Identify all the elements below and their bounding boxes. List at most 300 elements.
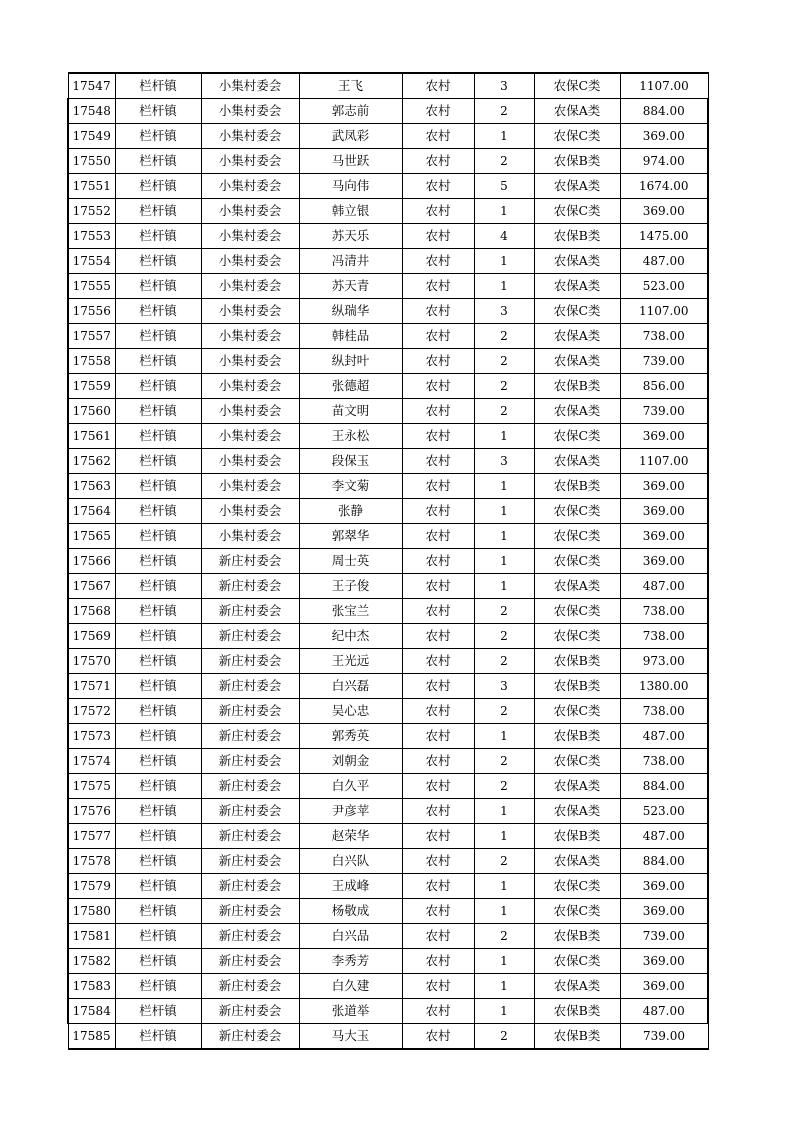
amount-cell: 884.00 bbox=[620, 99, 708, 124]
insurance-category-cell: 农保C类 bbox=[534, 549, 620, 574]
insurance-category-cell: 农保B类 bbox=[534, 1024, 620, 1050]
village-committee-cell: 新庄村委会 bbox=[201, 574, 299, 599]
member-count-cell: 3 bbox=[474, 674, 534, 699]
table-row bbox=[68, 824, 708, 849]
record-id-cell: 17559 bbox=[68, 374, 115, 399]
insurance-category-cell: 农保C类 bbox=[534, 899, 620, 924]
household-type-cell: 农村 bbox=[402, 999, 474, 1024]
name-cell: 白兴队 bbox=[299, 849, 402, 874]
record-id-cell: 17549 bbox=[68, 124, 115, 149]
town-cell: 栏杆镇 bbox=[115, 324, 201, 349]
table-row bbox=[68, 299, 708, 324]
name-cell: 郭翠华 bbox=[299, 524, 402, 549]
town-cell: 栏杆镇 bbox=[115, 674, 201, 699]
town-cell: 栏杆镇 bbox=[115, 174, 201, 199]
household-type-cell: 农村 bbox=[402, 849, 474, 874]
record-id-cell: 17578 bbox=[68, 849, 115, 874]
record-id-cell: 17581 bbox=[68, 924, 115, 949]
town-cell: 栏杆镇 bbox=[115, 474, 201, 499]
member-count-cell: 1 bbox=[474, 974, 534, 999]
village-committee-cell: 新庄村委会 bbox=[201, 724, 299, 749]
name-cell: 周士英 bbox=[299, 549, 402, 574]
household-type-cell: 农村 bbox=[402, 274, 474, 299]
insurance-category-cell: 农保B类 bbox=[534, 649, 620, 674]
table-row bbox=[68, 624, 708, 649]
record-id-cell: 17569 bbox=[68, 624, 115, 649]
town-cell: 栏杆镇 bbox=[115, 999, 201, 1024]
insurance-category-cell: 农保A类 bbox=[534, 174, 620, 199]
insurance-category-cell: 农保A类 bbox=[534, 349, 620, 374]
village-committee-cell: 小集村委会 bbox=[201, 99, 299, 124]
member-count-cell: 2 bbox=[474, 1024, 534, 1050]
name-cell: 刘朝金 bbox=[299, 749, 402, 774]
member-count-cell: 1 bbox=[474, 199, 534, 224]
table-row bbox=[68, 724, 708, 749]
insurance-category-cell: 农保C类 bbox=[534, 949, 620, 974]
record-id-cell: 17554 bbox=[68, 249, 115, 274]
member-count-cell: 3 bbox=[474, 299, 534, 324]
village-committee-cell: 新庄村委会 bbox=[201, 699, 299, 724]
name-cell: 尹彦苹 bbox=[299, 799, 402, 824]
amount-cell: 487.00 bbox=[620, 574, 708, 599]
household-type-cell: 农村 bbox=[402, 399, 474, 424]
member-count-cell: 1 bbox=[474, 824, 534, 849]
insurance-category-cell: 农保B类 bbox=[534, 999, 620, 1024]
name-cell: 张道举 bbox=[299, 999, 402, 1024]
member-count-cell: 4 bbox=[474, 224, 534, 249]
table-row bbox=[68, 449, 708, 474]
record-id-cell: 17580 bbox=[68, 899, 115, 924]
town-cell: 栏杆镇 bbox=[115, 924, 201, 949]
table-row bbox=[68, 999, 708, 1024]
insurance-category-cell: 农保A类 bbox=[534, 324, 620, 349]
name-cell: 李文菊 bbox=[299, 474, 402, 499]
household-type-cell: 农村 bbox=[402, 199, 474, 224]
table-row bbox=[68, 149, 708, 174]
amount-cell: 487.00 bbox=[620, 999, 708, 1024]
name-cell: 张德超 bbox=[299, 374, 402, 399]
village-committee-cell: 小集村委会 bbox=[201, 424, 299, 449]
table-row bbox=[68, 174, 708, 199]
amount-cell: 739.00 bbox=[620, 349, 708, 374]
household-type-cell: 农村 bbox=[402, 349, 474, 374]
amount-cell: 369.00 bbox=[620, 124, 708, 149]
household-type-cell: 农村 bbox=[402, 1024, 474, 1050]
household-type-cell: 农村 bbox=[402, 374, 474, 399]
name-cell: 王光远 bbox=[299, 649, 402, 674]
insurance-category-cell: 农保B类 bbox=[534, 724, 620, 749]
insurance-category-cell: 农保A类 bbox=[534, 449, 620, 474]
village-committee-cell: 新庄村委会 bbox=[201, 899, 299, 924]
table-row bbox=[68, 499, 708, 524]
record-id-cell: 17573 bbox=[68, 724, 115, 749]
amount-cell: 738.00 bbox=[620, 749, 708, 774]
insurance-category-cell: 农保A类 bbox=[534, 974, 620, 999]
household-type-cell: 农村 bbox=[402, 324, 474, 349]
member-count-cell: 1 bbox=[474, 424, 534, 449]
insurance-category-cell: 农保C类 bbox=[534, 599, 620, 624]
insurance-category-cell: 农保B类 bbox=[534, 674, 620, 699]
village-committee-cell: 小集村委会 bbox=[201, 274, 299, 299]
town-cell: 栏杆镇 bbox=[115, 224, 201, 249]
household-type-cell: 农村 bbox=[402, 749, 474, 774]
member-count-cell: 2 bbox=[474, 699, 534, 724]
amount-cell: 487.00 bbox=[620, 824, 708, 849]
amount-cell: 884.00 bbox=[620, 774, 708, 799]
town-cell: 栏杆镇 bbox=[115, 149, 201, 174]
insurance-category-cell: 农保A类 bbox=[534, 274, 620, 299]
name-cell: 马大玉 bbox=[299, 1024, 402, 1050]
household-type-cell: 农村 bbox=[402, 824, 474, 849]
village-committee-cell: 新庄村委会 bbox=[201, 674, 299, 699]
insurance-category-cell: 农保C类 bbox=[534, 299, 620, 324]
village-committee-cell: 小集村委会 bbox=[201, 324, 299, 349]
household-type-cell: 农村 bbox=[402, 449, 474, 474]
household-type-cell: 农村 bbox=[402, 499, 474, 524]
household-type-cell: 农村 bbox=[402, 574, 474, 599]
member-count-cell: 2 bbox=[474, 599, 534, 624]
town-cell: 栏杆镇 bbox=[115, 199, 201, 224]
amount-cell: 523.00 bbox=[620, 799, 708, 824]
table-row bbox=[68, 399, 708, 424]
insurance-category-cell: 农保A类 bbox=[534, 849, 620, 874]
amount-cell: 369.00 bbox=[620, 974, 708, 999]
record-id-cell: 17566 bbox=[68, 549, 115, 574]
member-count-cell: 1 bbox=[474, 899, 534, 924]
table-row bbox=[68, 249, 708, 274]
amount-cell: 369.00 bbox=[620, 949, 708, 974]
record-id-cell: 17579 bbox=[68, 874, 115, 899]
insurance-category-cell: 农保B类 bbox=[534, 149, 620, 174]
member-count-cell: 1 bbox=[474, 574, 534, 599]
record-id-cell: 17574 bbox=[68, 749, 115, 774]
town-cell: 栏杆镇 bbox=[115, 424, 201, 449]
insurance-category-cell: 农保C类 bbox=[534, 124, 620, 149]
town-cell: 栏杆镇 bbox=[115, 574, 201, 599]
name-cell: 苏天青 bbox=[299, 274, 402, 299]
household-type-cell: 农村 bbox=[402, 949, 474, 974]
record-id-cell: 17583 bbox=[68, 974, 115, 999]
table-row bbox=[68, 674, 708, 699]
amount-cell: 856.00 bbox=[620, 374, 708, 399]
record-id-cell: 17560 bbox=[68, 399, 115, 424]
table-row bbox=[68, 424, 708, 449]
record-id-cell: 17563 bbox=[68, 474, 115, 499]
amount-cell: 1107.00 bbox=[620, 449, 708, 474]
record-id-cell: 17577 bbox=[68, 824, 115, 849]
village-committee-cell: 小集村委会 bbox=[201, 524, 299, 549]
table-row bbox=[68, 99, 708, 124]
village-committee-cell: 新庄村委会 bbox=[201, 949, 299, 974]
member-count-cell: 3 bbox=[474, 449, 534, 474]
amount-cell: 369.00 bbox=[620, 899, 708, 924]
amount-cell: 738.00 bbox=[620, 699, 708, 724]
household-type-cell: 农村 bbox=[402, 549, 474, 574]
table-row bbox=[68, 474, 708, 499]
town-cell: 栏杆镇 bbox=[115, 449, 201, 474]
village-committee-cell: 小集村委会 bbox=[201, 374, 299, 399]
town-cell: 栏杆镇 bbox=[115, 524, 201, 549]
household-type-cell: 农村 bbox=[402, 699, 474, 724]
insurance-category-cell: 农保C类 bbox=[534, 699, 620, 724]
record-id-cell: 17561 bbox=[68, 424, 115, 449]
amount-cell: 487.00 bbox=[620, 724, 708, 749]
insurance-category-cell: 农保C类 bbox=[534, 624, 620, 649]
table-row bbox=[68, 649, 708, 674]
town-cell: 栏杆镇 bbox=[115, 124, 201, 149]
member-count-cell: 2 bbox=[474, 924, 534, 949]
record-id-cell: 17550 bbox=[68, 149, 115, 174]
amount-cell: 739.00 bbox=[620, 924, 708, 949]
village-committee-cell: 小集村委会 bbox=[201, 249, 299, 274]
insurance-category-cell: 农保B类 bbox=[534, 824, 620, 849]
town-cell: 栏杆镇 bbox=[115, 949, 201, 974]
table-row bbox=[68, 224, 708, 249]
insurance-category-cell: 农保B类 bbox=[534, 924, 620, 949]
member-count-cell: 2 bbox=[474, 399, 534, 424]
record-id-cell: 17576 bbox=[68, 799, 115, 824]
name-cell: 纵封叶 bbox=[299, 349, 402, 374]
name-cell: 王子俊 bbox=[299, 574, 402, 599]
member-count-cell: 1 bbox=[474, 799, 534, 824]
record-id-cell: 17547 bbox=[68, 73, 115, 99]
village-committee-cell: 新庄村委会 bbox=[201, 599, 299, 624]
village-committee-cell: 小集村委会 bbox=[201, 199, 299, 224]
insurance-category-cell: 农保A类 bbox=[534, 99, 620, 124]
household-type-cell: 农村 bbox=[402, 924, 474, 949]
record-id-cell: 17585 bbox=[68, 1024, 115, 1050]
household-type-cell: 农村 bbox=[402, 724, 474, 749]
amount-cell: 738.00 bbox=[620, 624, 708, 649]
table-row bbox=[68, 124, 708, 149]
town-cell: 栏杆镇 bbox=[115, 874, 201, 899]
table-row bbox=[68, 274, 708, 299]
table-row bbox=[68, 749, 708, 774]
village-committee-cell: 新庄村委会 bbox=[201, 999, 299, 1024]
record-id-cell: 17582 bbox=[68, 949, 115, 974]
insurance-category-cell: 农保B类 bbox=[534, 374, 620, 399]
record-id-cell: 17567 bbox=[68, 574, 115, 599]
member-count-cell: 3 bbox=[474, 73, 534, 99]
member-count-cell: 2 bbox=[474, 749, 534, 774]
village-committee-cell: 小集村委会 bbox=[201, 73, 299, 99]
name-cell: 韩立银 bbox=[299, 199, 402, 224]
table-row bbox=[68, 774, 708, 799]
household-type-cell: 农村 bbox=[402, 424, 474, 449]
household-type-cell: 农村 bbox=[402, 799, 474, 824]
amount-cell: 738.00 bbox=[620, 599, 708, 624]
town-cell: 栏杆镇 bbox=[115, 824, 201, 849]
amount-cell: 369.00 bbox=[620, 424, 708, 449]
table-row bbox=[68, 949, 708, 974]
town-cell: 栏杆镇 bbox=[115, 374, 201, 399]
member-count-cell: 1 bbox=[474, 474, 534, 499]
insurance-category-cell: 农保C类 bbox=[534, 424, 620, 449]
insurance-category-cell: 农保A类 bbox=[534, 399, 620, 424]
name-cell: 武凤彩 bbox=[299, 124, 402, 149]
member-count-cell: 1 bbox=[474, 949, 534, 974]
record-id-cell: 17555 bbox=[68, 274, 115, 299]
table-row bbox=[68, 199, 708, 224]
name-cell: 白兴品 bbox=[299, 924, 402, 949]
insurance-category-cell: 农保C类 bbox=[534, 524, 620, 549]
household-type-cell: 农村 bbox=[402, 174, 474, 199]
amount-cell: 523.00 bbox=[620, 274, 708, 299]
village-committee-cell: 新庄村委会 bbox=[201, 824, 299, 849]
table-row bbox=[68, 73, 708, 99]
village-committee-cell: 新庄村委会 bbox=[201, 974, 299, 999]
village-committee-cell: 小集村委会 bbox=[201, 149, 299, 174]
village-committee-cell: 新庄村委会 bbox=[201, 624, 299, 649]
member-count-cell: 2 bbox=[474, 849, 534, 874]
household-type-cell: 农村 bbox=[402, 474, 474, 499]
record-id-cell: 17572 bbox=[68, 699, 115, 724]
table-row bbox=[68, 599, 708, 624]
member-count-cell: 2 bbox=[474, 649, 534, 674]
member-count-cell: 2 bbox=[474, 374, 534, 399]
town-cell: 栏杆镇 bbox=[115, 899, 201, 924]
household-type-cell: 农村 bbox=[402, 874, 474, 899]
name-cell: 王永松 bbox=[299, 424, 402, 449]
household-type-cell: 农村 bbox=[402, 73, 474, 99]
table-row bbox=[68, 549, 708, 574]
name-cell: 纪中杰 bbox=[299, 624, 402, 649]
household-type-cell: 农村 bbox=[402, 599, 474, 624]
name-cell: 马向伟 bbox=[299, 174, 402, 199]
table-row bbox=[68, 924, 708, 949]
insurance-category-cell: 农保C类 bbox=[534, 874, 620, 899]
name-cell: 韩桂品 bbox=[299, 324, 402, 349]
table-row bbox=[68, 524, 708, 549]
insurance-category-cell: 农保A类 bbox=[534, 249, 620, 274]
insurance-category-cell: 农保A类 bbox=[534, 774, 620, 799]
household-type-cell: 农村 bbox=[402, 774, 474, 799]
town-cell: 栏杆镇 bbox=[115, 749, 201, 774]
town-cell: 栏杆镇 bbox=[115, 499, 201, 524]
name-cell: 纵瑞华 bbox=[299, 299, 402, 324]
amount-cell: 974.00 bbox=[620, 149, 708, 174]
town-cell: 栏杆镇 bbox=[115, 249, 201, 274]
amount-cell: 369.00 bbox=[620, 524, 708, 549]
table-row bbox=[68, 799, 708, 824]
town-cell: 栏杆镇 bbox=[115, 274, 201, 299]
household-type-cell: 农村 bbox=[402, 899, 474, 924]
insurance-category-cell: 农保C类 bbox=[534, 73, 620, 99]
household-type-cell: 农村 bbox=[402, 674, 474, 699]
member-count-cell: 1 bbox=[474, 249, 534, 274]
table-row bbox=[68, 974, 708, 999]
name-cell: 郭志前 bbox=[299, 99, 402, 124]
record-id-cell: 17568 bbox=[68, 599, 115, 624]
name-cell: 张宝兰 bbox=[299, 599, 402, 624]
name-cell: 赵荣华 bbox=[299, 824, 402, 849]
household-type-cell: 农村 bbox=[402, 99, 474, 124]
member-count-cell: 2 bbox=[474, 624, 534, 649]
amount-cell: 1674.00 bbox=[620, 174, 708, 199]
amount-cell: 739.00 bbox=[620, 1024, 708, 1050]
insurance-category-cell: 农保C类 bbox=[534, 499, 620, 524]
insurance-category-cell: 农保B类 bbox=[534, 474, 620, 499]
amount-cell: 739.00 bbox=[620, 399, 708, 424]
village-committee-cell: 小集村委会 bbox=[201, 474, 299, 499]
village-committee-cell: 小集村委会 bbox=[201, 174, 299, 199]
household-type-cell: 农村 bbox=[402, 524, 474, 549]
village-committee-cell: 新庄村委会 bbox=[201, 799, 299, 824]
village-committee-cell: 新庄村委会 bbox=[201, 774, 299, 799]
insurance-category-cell: 农保B类 bbox=[534, 224, 620, 249]
village-committee-cell: 小集村委会 bbox=[201, 349, 299, 374]
insurance-category-cell: 农保C类 bbox=[534, 749, 620, 774]
village-committee-cell: 新庄村委会 bbox=[201, 1024, 299, 1050]
amount-cell: 1107.00 bbox=[620, 299, 708, 324]
name-cell: 吴心忠 bbox=[299, 699, 402, 724]
amount-cell: 369.00 bbox=[620, 549, 708, 574]
name-cell: 白久平 bbox=[299, 774, 402, 799]
household-type-cell: 农村 bbox=[402, 624, 474, 649]
record-id-cell: 17556 bbox=[68, 299, 115, 324]
town-cell: 栏杆镇 bbox=[115, 299, 201, 324]
village-committee-cell: 小集村委会 bbox=[201, 124, 299, 149]
name-cell: 王成峰 bbox=[299, 874, 402, 899]
town-cell: 栏杆镇 bbox=[115, 549, 201, 574]
name-cell: 郭秀英 bbox=[299, 724, 402, 749]
table-row bbox=[68, 374, 708, 399]
record-id-cell: 17552 bbox=[68, 199, 115, 224]
household-type-cell: 农村 bbox=[402, 974, 474, 999]
town-cell: 栏杆镇 bbox=[115, 849, 201, 874]
household-type-cell: 农村 bbox=[402, 124, 474, 149]
member-count-cell: 1 bbox=[474, 124, 534, 149]
record-id-cell: 17575 bbox=[68, 774, 115, 799]
record-id-cell: 17570 bbox=[68, 649, 115, 674]
record-id-cell: 17562 bbox=[68, 449, 115, 474]
table-row bbox=[68, 1024, 708, 1050]
village-committee-cell: 小集村委会 bbox=[201, 449, 299, 474]
town-cell: 栏杆镇 bbox=[115, 974, 201, 999]
name-cell: 张静 bbox=[299, 499, 402, 524]
table-row bbox=[68, 349, 708, 374]
name-cell: 王飞 bbox=[299, 73, 402, 99]
member-count-cell: 1 bbox=[474, 524, 534, 549]
town-cell: 栏杆镇 bbox=[115, 649, 201, 674]
member-count-cell: 1 bbox=[474, 724, 534, 749]
name-cell: 白久建 bbox=[299, 974, 402, 999]
record-id-cell: 17553 bbox=[68, 224, 115, 249]
table-row bbox=[68, 574, 708, 599]
table-row bbox=[68, 324, 708, 349]
record-id-cell: 17584 bbox=[68, 999, 115, 1024]
name-cell: 马世跃 bbox=[299, 149, 402, 174]
member-count-cell: 1 bbox=[474, 274, 534, 299]
member-count-cell: 2 bbox=[474, 99, 534, 124]
amount-cell: 369.00 bbox=[620, 874, 708, 899]
town-cell: 栏杆镇 bbox=[115, 599, 201, 624]
amount-cell: 487.00 bbox=[620, 249, 708, 274]
name-cell: 杨敬成 bbox=[299, 899, 402, 924]
village-committee-cell: 小集村委会 bbox=[201, 399, 299, 424]
member-count-cell: 2 bbox=[474, 774, 534, 799]
table-row bbox=[68, 699, 708, 724]
town-cell: 栏杆镇 bbox=[115, 624, 201, 649]
town-cell: 栏杆镇 bbox=[115, 99, 201, 124]
table-row bbox=[68, 874, 708, 899]
records-table-body bbox=[68, 73, 708, 1049]
town-cell: 栏杆镇 bbox=[115, 73, 201, 99]
amount-cell: 369.00 bbox=[620, 199, 708, 224]
household-type-cell: 农村 bbox=[402, 299, 474, 324]
table-row bbox=[68, 849, 708, 874]
name-cell: 苗文明 bbox=[299, 399, 402, 424]
